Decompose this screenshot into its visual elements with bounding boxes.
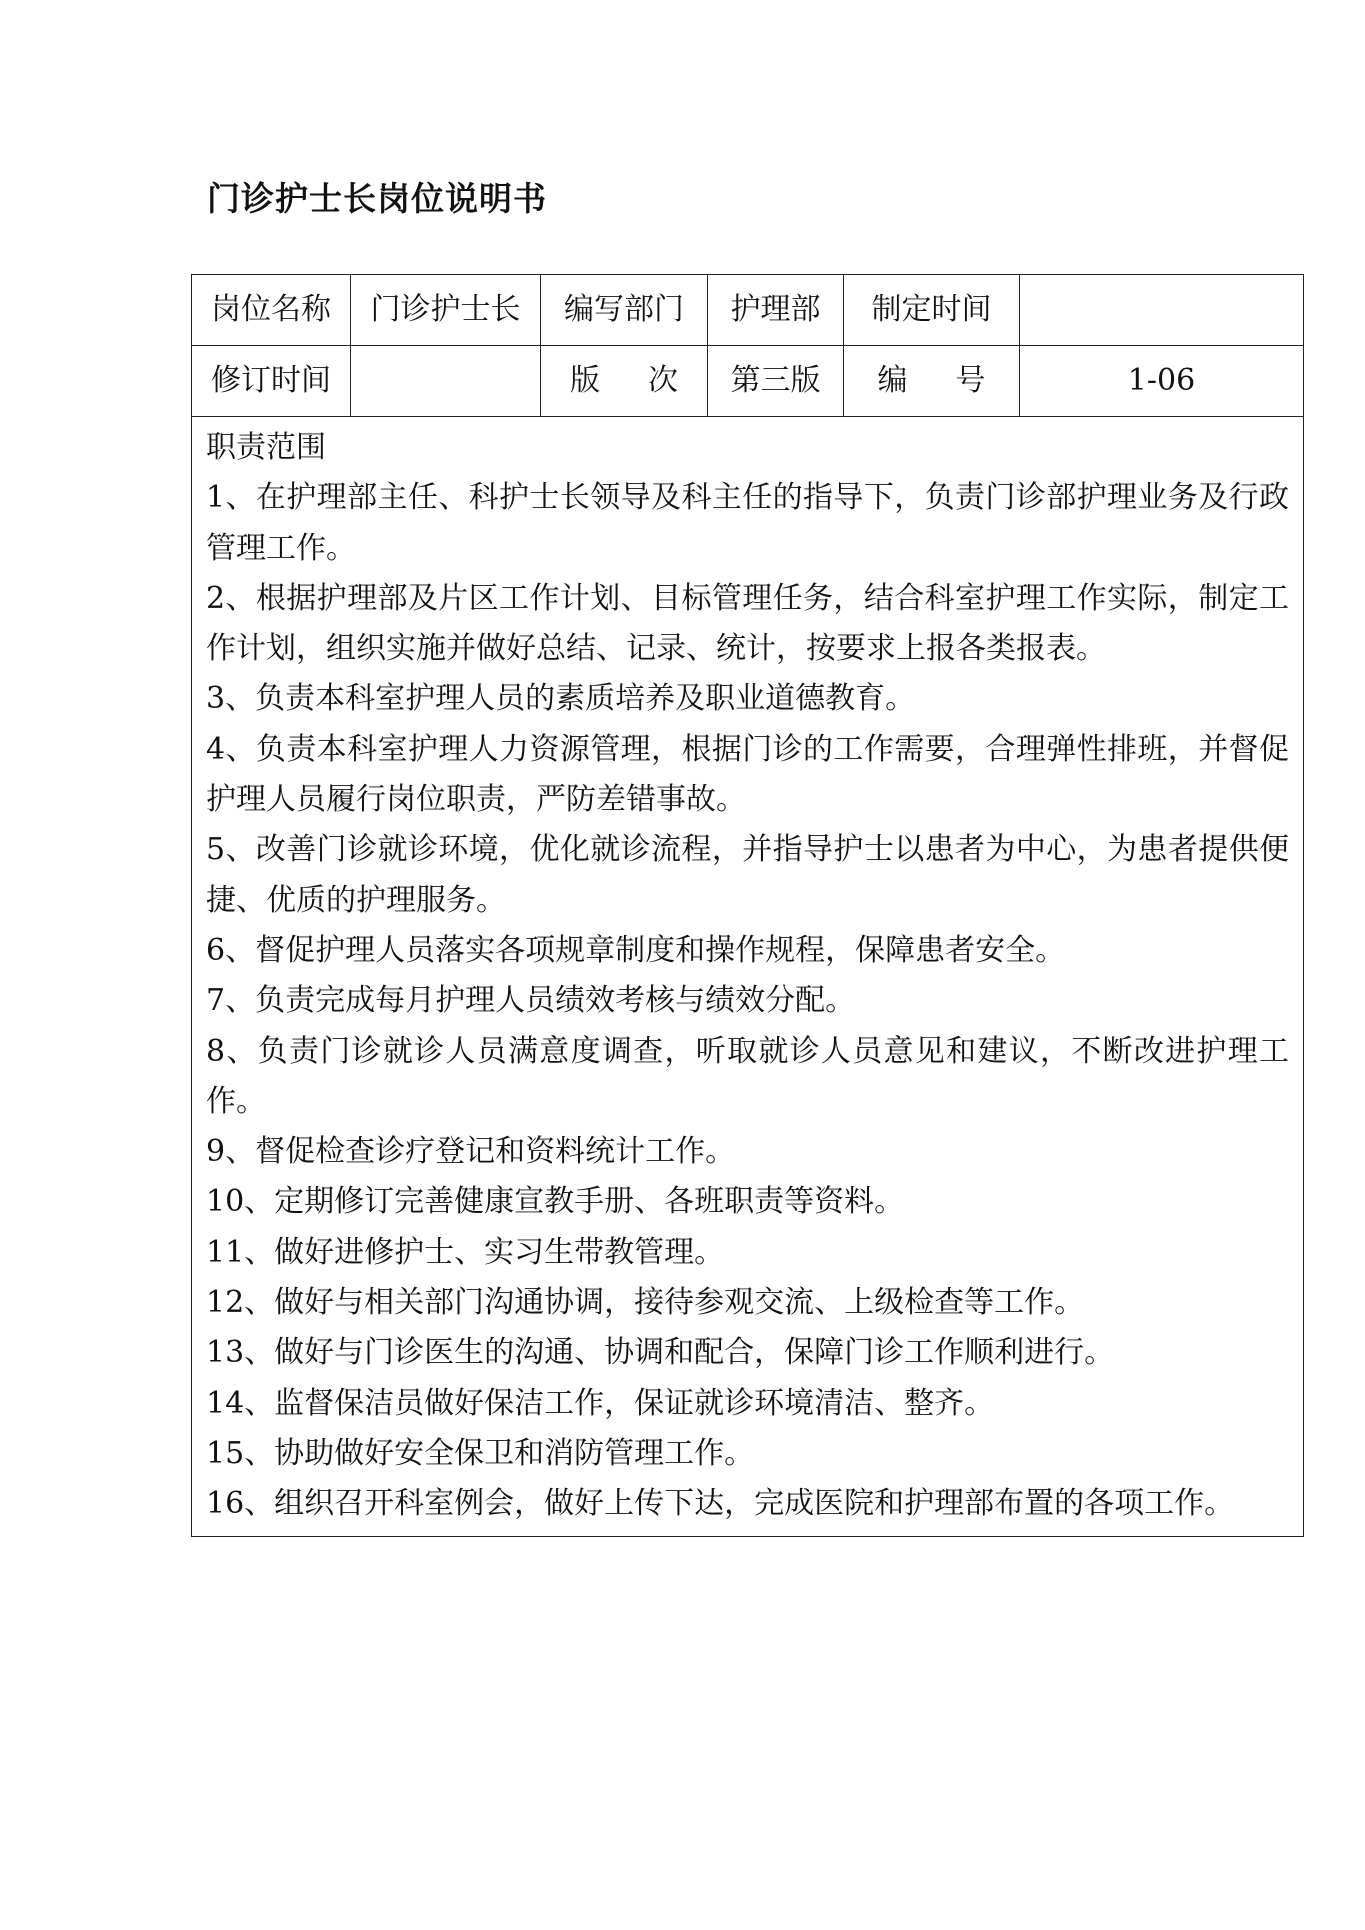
created-date-value [1020,275,1304,346]
responsibility-item-14: 14、监督保洁员做好保洁工作，保证就诊环境清洁、整齐。 [206,1385,995,1421]
responsibility-item-12: 12、做好与相关部门沟通协调，接待参观交流、上级检查等工作。 [206,1285,1085,1321]
responsibility-item-16: 16、组织召开科室例会，做好上传下达，完成医院和护理部布置的各项工作。 [206,1486,1235,1522]
responsibilities-row [192,417,1304,1537]
edition-label-part-b: 次 [648,363,678,398]
responsibility-item-7: 7、负责完成每月护理人员绩效考核与绩效分配。 [206,983,856,1019]
responsibility-item-3: 3、负责本科室护理人员的素质培养及职业道德教育。 [206,681,916,717]
dept-label: 编写部门 [541,275,708,346]
number-label-part-b: 号 [955,363,986,398]
responsibility-item-10: 10、定期修订完善健康宣教手册、各班职责等资料。 [206,1184,905,1220]
number-label [844,346,1020,417]
responsibilities-cell [192,417,1304,1537]
responsibility-item-8: 8、负责门诊就诊人员满意度调查，听取就诊人员意见和建议，不断改进护理工作。 [206,1033,1289,1119]
responsibility-item-1: 1、在护理部主任、科护士长领导及科主任的指导下，负责门诊部护理业务及行政管理工作。 [206,480,1289,566]
responsibility-item-4: 4、负责本科室护理人力资源管理，根据门诊的工作需要，合理弹性排班，并督促护理人员履行岗位职责，严防差错事故。 [206,731,1289,818]
responsibility-item-11: 11、做好进修护士、实习生带教管理。 [206,1234,725,1270]
responsibilities-heading: 职责范围 [206,430,326,465]
edition-value: 第三版 [708,346,844,417]
job-description-table [191,274,1304,1537]
created-date-label: 制定时间 [844,275,1020,346]
revised-date-label: 修订时间 [192,346,351,417]
header-row-2 [192,346,1304,417]
post-name-value: 门诊护士长 [351,275,541,346]
number-value: 1-06 [1020,346,1304,417]
page-title: 门诊护士长岗位说明书 [207,179,547,218]
responsibility-item-15: 15、协助做好安全保卫和消防管理工作。 [206,1435,755,1471]
number-label-part-a: 编 [877,363,908,398]
revised-date-value [351,346,541,417]
responsibility-item-6: 6、督促护理人员落实各项规章制度和操作规程，保障患者安全。 [206,932,1066,968]
responsibility-item-2: 2、根据护理部及片区工作计划、目标管理任务，结合科室护理工作实际，制定工作计划，组织实施并做好总结、记录、统计，按要求上报各类报表。 [206,580,1289,667]
post-name-label: 岗位名称 [192,275,351,346]
dept-value: 护理部 [708,275,844,346]
edition-label-part-a: 版 [570,363,600,398]
responsibility-item-5: 5、改善门诊就诊环境，优化就诊流程，并指导护士以患者为中心，为患者提供便捷、优质的护理服务。 [206,832,1289,918]
header-row-1 [192,275,1304,346]
edition-label [541,346,708,417]
responsibility-item-13: 13、做好与门诊医生的沟通、协调和配合，保障门诊工作顺利进行。 [206,1335,1115,1371]
responsibility-item-9: 9、督促检查诊疗登记和资料统计工作。 [206,1134,736,1170]
